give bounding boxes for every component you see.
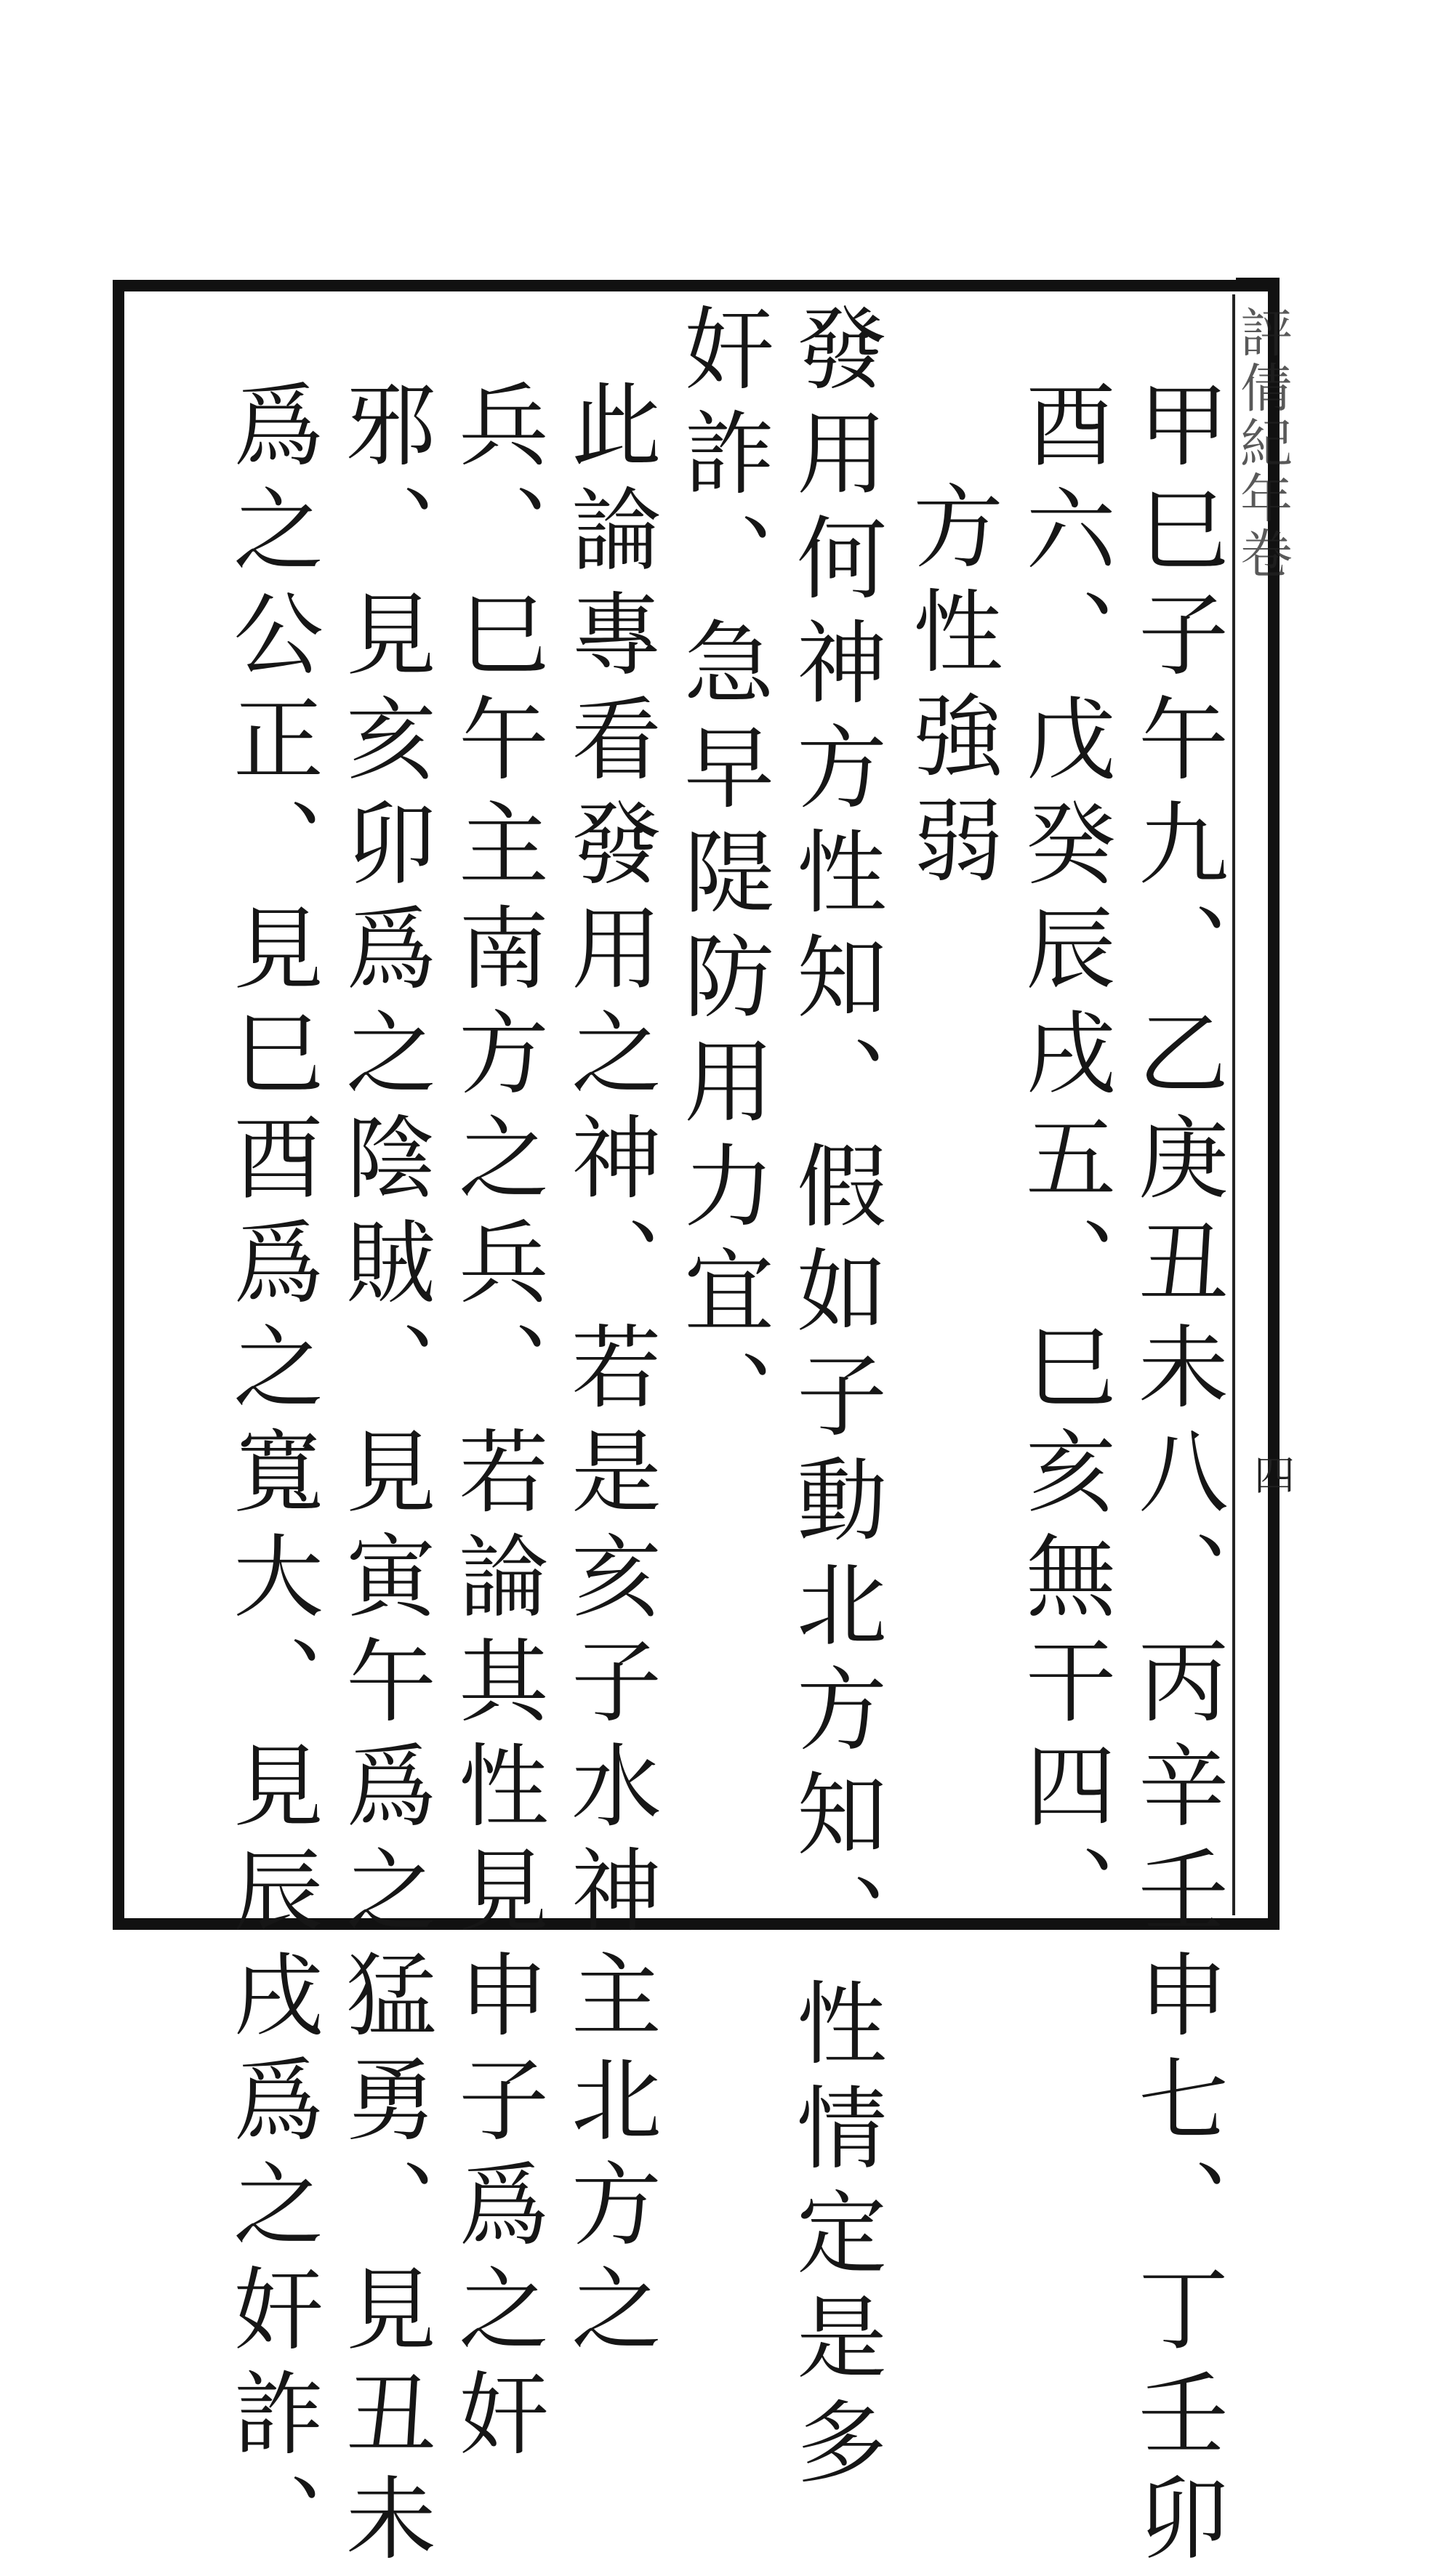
text-column-2: 酉六、戊癸辰戌五、巳亥無干四、: [1011, 378, 1115, 1948]
gutter-title: 評倩紀年卷: [1232, 305, 1293, 581]
text-column-4: 發用何神方性知、假如子動北方知、性情定是多: [782, 302, 886, 2500]
text-column-9: 爲之公正、見巳酉爲之寬大、見辰戌爲之奸詐、: [218, 378, 323, 2576]
leaf-number: 四: [1248, 1454, 1295, 1494]
text-column-8: 邪、見亥卯爲之陰賊、見寅午爲之猛勇、見丑未: [331, 378, 435, 2576]
text-column-1: 甲巳子午九、乙庚丑未八、丙辛壬申七、丁壬卯: [1123, 378, 1228, 2576]
text-column-6: 此論專看發用之神、若是亥子水神主北方之: [556, 378, 661, 2367]
text-column-7: 兵、巳午主南方之兵、若論其性見申子爲之奸: [443, 378, 548, 2471]
section-heading: 方性強弱: [898, 480, 1003, 898]
frame-top-rule: [1236, 278, 1280, 286]
text-column-5: 奸詐、急早隄防用力宜、: [669, 302, 774, 1453]
